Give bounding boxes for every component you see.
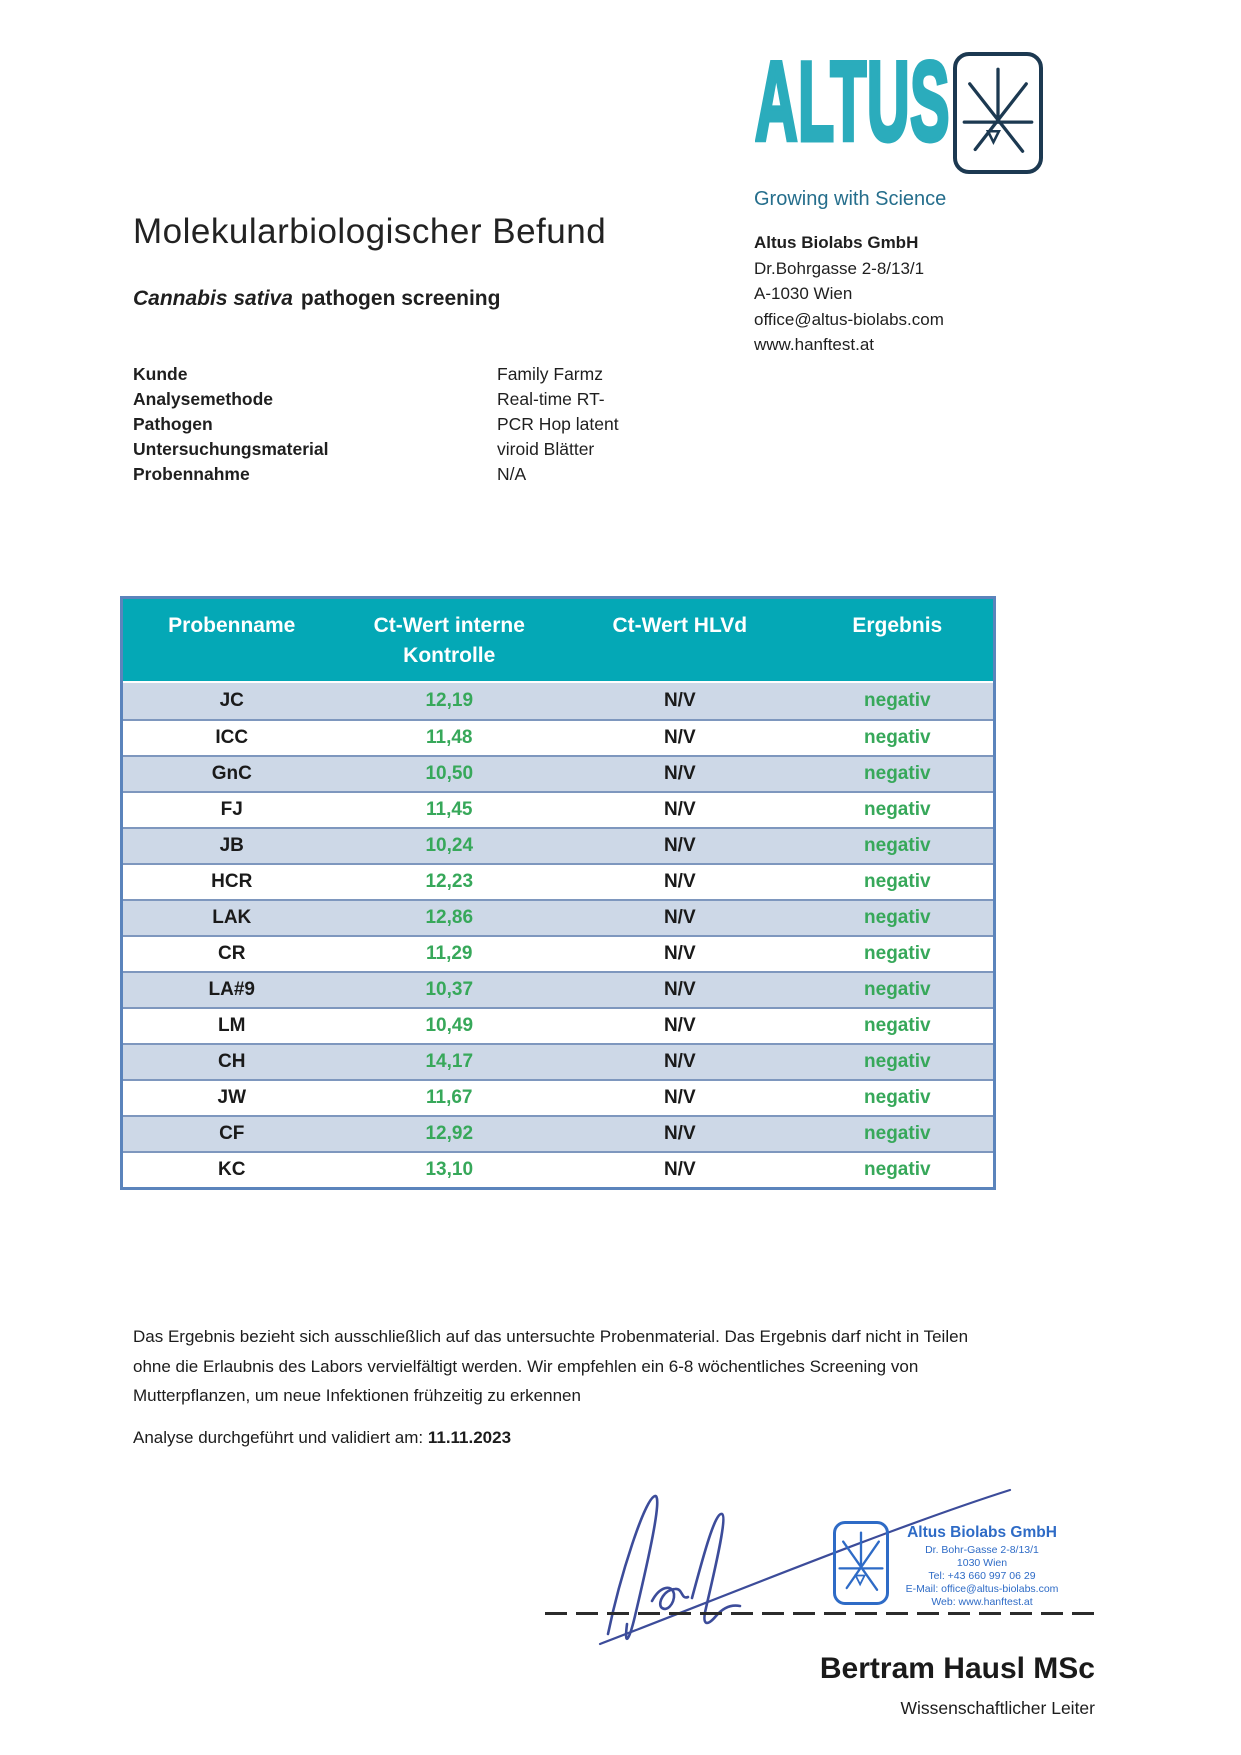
ct-hlvd-cell: N/V <box>663 763 696 784</box>
ct-internal-cell: 12,86 <box>425 907 474 928</box>
ct-hlvd-cell: N/V <box>663 835 696 856</box>
table-row <box>123 755 993 791</box>
ct-internal-cell: 11,45 <box>426 799 473 820</box>
stamp-company: Altus Biolabs GmbH <box>907 1524 1057 1541</box>
info-label: Untersuchungsmaterial <box>133 439 329 459</box>
table-row <box>123 827 993 863</box>
info-value: PCR Hop latent <box>497 414 619 434</box>
table-header-cell: Probenname <box>168 614 296 637</box>
sample-name-cell: CF <box>219 1123 245 1144</box>
ct-internal-cell: 12,19 <box>425 690 474 711</box>
info-value: Real-time RT- <box>497 389 605 409</box>
analysis-date-value: 11.11.2023 <box>427 1428 512 1447</box>
results-table-header <box>123 599 993 683</box>
table-row <box>123 971 993 1007</box>
table-row <box>123 719 993 755</box>
table-row <box>123 899 993 935</box>
result-cell: negativ <box>864 690 931 711</box>
sample-info-block <box>133 362 619 487</box>
lab-address-lines <box>754 256 944 358</box>
ct-hlvd-cell: N/V <box>663 1015 696 1036</box>
info-row <box>133 362 619 387</box>
ct-internal-cell: 12,23 <box>425 871 474 892</box>
ct-hlvd-cell: N/V <box>663 907 696 928</box>
analysis-date-label: Analyse durchgeführt und validiert am: <box>133 1428 424 1447</box>
logo-tagline: Growing with Science <box>754 188 947 210</box>
ct-internal-cell: 11,29 <box>426 943 473 964</box>
info-row <box>133 387 619 412</box>
ct-hlvd-cell: N/V <box>663 1087 696 1108</box>
sample-name-cell: JW <box>217 1087 246 1108</box>
info-row <box>133 437 619 462</box>
sample-name-cell: LAK <box>212 907 252 928</box>
sample-name-cell: LA#9 <box>208 979 255 1000</box>
result-cell: negativ <box>864 799 931 820</box>
ct-hlvd-cell: N/V <box>663 943 696 964</box>
info-value: N/A <box>497 464 527 484</box>
info-label: Pathogen <box>133 414 213 434</box>
info-row <box>133 462 619 487</box>
table-header-cell: Ergebnis <box>852 614 943 637</box>
info-label: Kunde <box>133 364 188 384</box>
info-label: Probennahme <box>133 464 250 484</box>
table-row <box>123 791 993 827</box>
signatory-name: Bertram Hausl MSc <box>819 1652 1095 1685</box>
ct-hlvd-cell: N/V <box>663 690 696 711</box>
altus-wordmark-logo: ALTUS <box>755 39 951 165</box>
table-row <box>123 863 993 899</box>
page-title: Molekularbiologischer Befund <box>133 212 607 251</box>
subtitle-species: Cannabis sativa <box>133 287 293 310</box>
lab-address-line: www.hanftest.at <box>754 335 875 354</box>
ct-internal-cell: 10,49 <box>425 1015 474 1036</box>
ct-internal-cell: 11,67 <box>426 1087 473 1108</box>
table-row <box>123 1115 993 1151</box>
sample-name-cell: CR <box>218 943 246 964</box>
results-table-body <box>123 683 993 1187</box>
hemp-leaf-icon <box>953 52 1043 174</box>
sample-name-cell: HCR <box>211 871 253 892</box>
table-row <box>123 1079 993 1115</box>
result-cell: negativ <box>864 907 931 928</box>
sample-name-cell: JB <box>219 835 244 856</box>
lab-address-line: office@altus-biolabs.com <box>754 309 944 329</box>
result-cell: negativ <box>864 1123 931 1144</box>
ct-internal-cell: 10,24 <box>425 835 474 856</box>
table-header-cell: Ct-Wert HLVd <box>612 614 748 637</box>
table-row <box>123 935 993 971</box>
sample-name-cell: CH <box>218 1051 246 1072</box>
stamp-leaf-icon <box>833 1521 889 1605</box>
ct-internal-cell: 11,48 <box>426 727 473 748</box>
result-cell: negativ <box>864 871 931 892</box>
result-cell: negativ <box>864 763 931 784</box>
lab-address-line: Dr.Bohrgasse 2-8/13/1 <box>754 258 925 278</box>
ct-internal-cell: 13,10 <box>425 1159 474 1180</box>
sample-name-cell: GnC <box>211 763 252 784</box>
ct-hlvd-cell: N/V <box>663 1159 696 1180</box>
stamp-line: Web: www.hanftest.at <box>931 1596 1033 1608</box>
sample-name-cell: KC <box>218 1159 246 1180</box>
sample-name-cell: LM <box>218 1015 246 1036</box>
analysis-date-line <box>133 1428 511 1448</box>
signatory-title: Wissenschaftlicher Leiter <box>900 1698 1095 1718</box>
ct-internal-cell: 14,17 <box>425 1051 474 1072</box>
table-row <box>123 1043 993 1079</box>
ct-hlvd-cell: N/V <box>663 979 696 1000</box>
stamp-lines <box>893 1544 1071 1609</box>
result-cell: negativ <box>864 727 931 748</box>
signature-line <box>545 1612 1097 1615</box>
table-header-cell: Ct-Wert interne Kontrolle <box>373 614 525 667</box>
info-value: Family Farmz <box>497 364 603 384</box>
table-row <box>123 683 993 719</box>
sample-name-cell: FJ <box>220 799 243 820</box>
result-cell: negativ <box>864 1159 931 1180</box>
sample-name-cell: JC <box>219 690 244 711</box>
info-label: Analysemethode <box>133 389 274 409</box>
table-row <box>123 1151 993 1187</box>
result-cell: negativ <box>864 1015 931 1036</box>
lab-name: Altus Biolabs GmbH <box>754 233 919 252</box>
sample-name-cell: ICC <box>215 727 249 748</box>
lab-address-line: A-1030 Wien <box>754 284 853 303</box>
stamp-line: E-Mail: office@altus-biolabs.com <box>905 1583 1059 1595</box>
result-cell: negativ <box>864 1051 931 1072</box>
results-table <box>120 596 996 1190</box>
stamp-line: 1030 Wien <box>956 1557 1008 1569</box>
ct-hlvd-cell: N/V <box>663 799 696 820</box>
ct-hlvd-cell: N/V <box>663 1123 696 1144</box>
page-subtitle <box>133 287 500 311</box>
disclaimer-text: Das Ergebnis bezieht sich ausschließlich auf das untersuchte Probenmaterial. Das Ergebnis darf nicht in Teilen ohne die Erlaubnis des Labors vervielfältigt werden. Wir empfehlen ein 6-8 wöchentliches Screening von Mutterpflanzen, um neue Infektionen frühzeitig zu erkennen <box>133 1327 969 1405</box>
info-row <box>133 412 619 437</box>
ct-internal-cell: 10,50 <box>425 763 474 784</box>
subtitle-rest: pathogen screening <box>300 287 501 310</box>
ct-hlvd-cell: N/V <box>663 727 696 748</box>
stamp-line: Dr. Bohr-Gasse 2-8/13/1 <box>925 1544 1039 1556</box>
ct-internal-cell: 12,92 <box>425 1123 474 1144</box>
result-cell: negativ <box>864 835 931 856</box>
table-row <box>123 1007 993 1043</box>
ct-hlvd-cell: N/V <box>663 871 696 892</box>
ct-internal-cell: 10,37 <box>425 979 474 1000</box>
info-value: viroid Blätter <box>497 439 595 459</box>
result-cell: negativ <box>864 979 931 1000</box>
ct-hlvd-cell: N/V <box>663 1051 696 1072</box>
result-cell: negativ <box>864 1087 931 1108</box>
result-cell: negativ <box>864 943 931 964</box>
stamp-text-block <box>893 1524 1071 1609</box>
lab-address-block <box>754 230 944 358</box>
stamp-line: Tel: +43 660 997 06 29 <box>928 1570 1036 1582</box>
